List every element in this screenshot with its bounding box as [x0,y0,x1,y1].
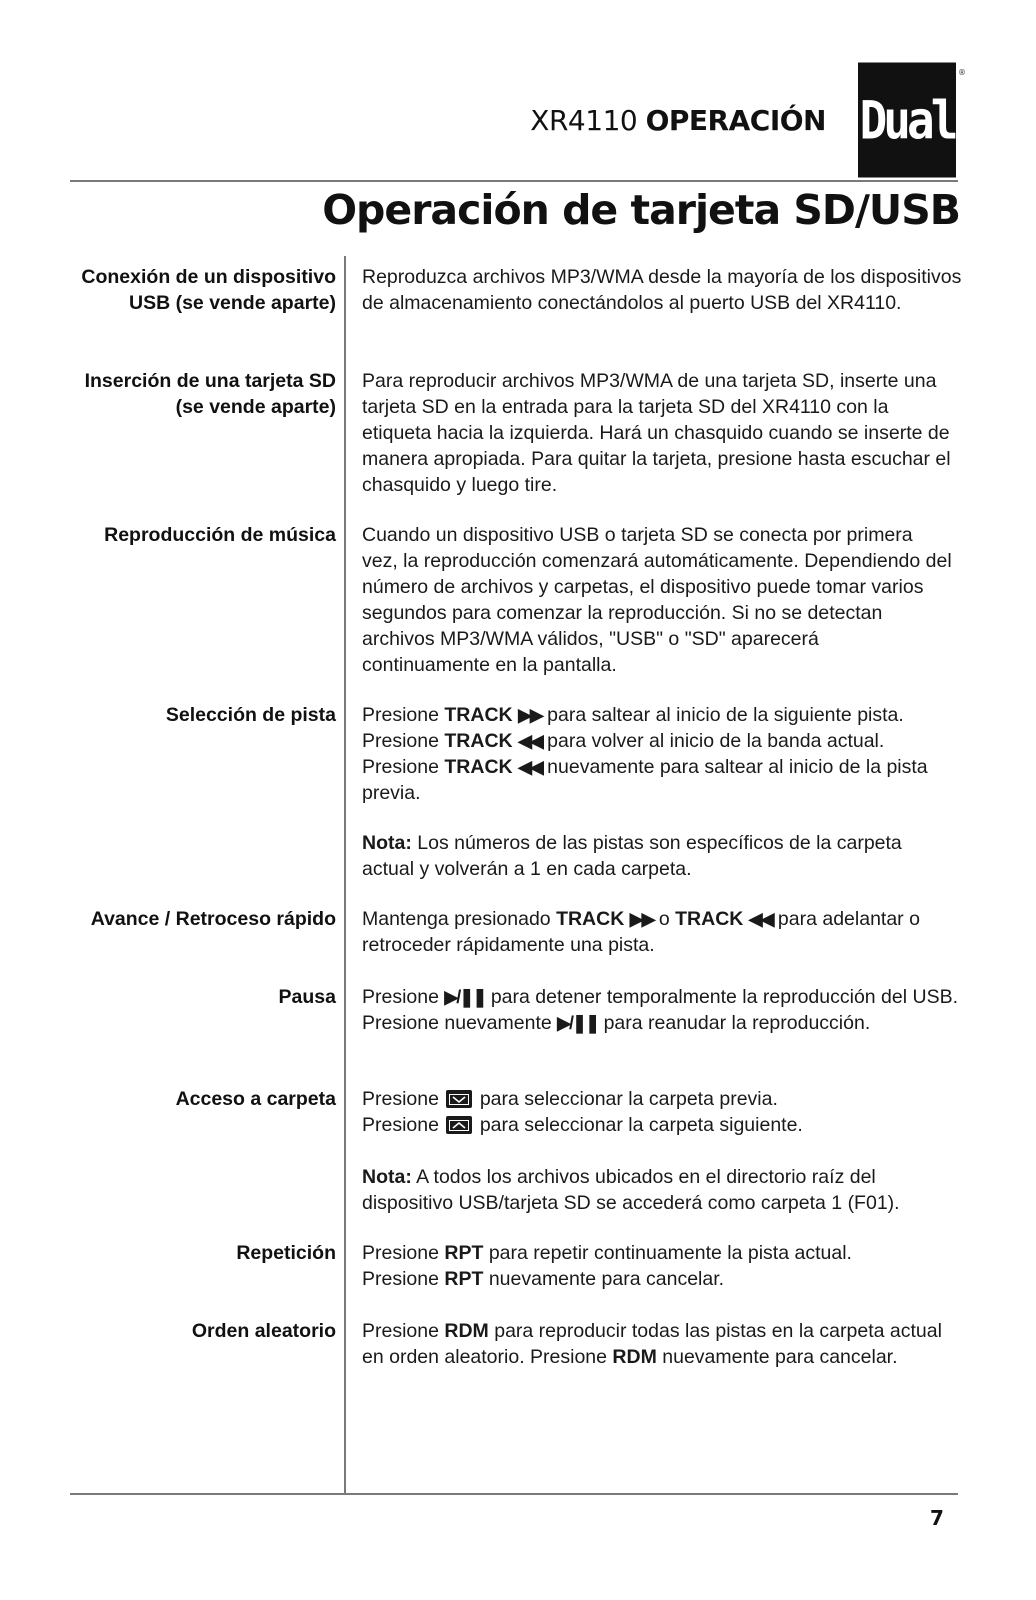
registered-mark: ® [958,68,966,77]
text-ffrew: Mantenga presionado TRACK ▶▶ o TRACK ◀◀ para adelantar o retroceder rápidamente una pista. [362,908,920,956]
label-pause: Pausa [278,986,336,1008]
label-usb: Conexión de un dispositivo USB (se vende aparte) [81,266,336,314]
text-music: Cuando un dispositivo USB o tarjeta SD se conecta por primera vez, la reproducción comenzará automáticamente. Dependiendo del número de archivos y carpetas, el dispositivo puede tomar varios segundos para comenzar la reproducción. Si no se detectan archivos MP3/WMA válidos, "USB" o "SD" aparecerá continuamente en la pantalla. [362,524,952,676]
play-pause-icon: ▶/❚❚ [444,987,486,1007]
text-repeat: Presione RPT para repetir continuamente la pista actual. Presione RPT nuevamente para cancelar. [362,1242,852,1290]
prev-track-icon: ◀◀ [748,909,773,929]
label-music: Reproducción de música [104,524,336,546]
label-repeat: Repetición [236,1242,336,1264]
bottom-divider [70,1493,958,1495]
note-track: Nota: Los números de las pistas son específicos de la carpeta actual y volverán a 1 en cada carpeta. [362,832,902,880]
top-divider [70,180,958,182]
dual-logo: Dual [858,63,956,178]
text-track: Presione TRACK ▶▶ para saltear al inicio de la siguiente pista. Presione TRACK ◀◀ para volver al inicio de la banda actual. Presione TRACK ◀◀ nuevamente para saltear al inicio de la pista previa. [362,704,928,804]
label-folder: Acceso a carpeta [175,1088,336,1110]
label-track: Selección de pista [165,704,336,726]
text-folder: Presione para seleccionar la carpeta previa. Presione para seleccionar la carpeta siguiente. [362,1088,803,1136]
label-sd: Inserción de una tarjeta SD (se vende aparte) [84,370,336,418]
text-random: Presione RDM para reproducir todas las pistas en la carpeta actual en orden aleatorio. Presione RDM nuevamente para cancelar. [362,1320,942,1368]
column-divider [344,256,346,1494]
label-ffrew: Avance / Retroceso rápido [90,908,336,930]
folder-up-icon [446,1116,472,1134]
folder-down-icon [446,1090,472,1108]
text-pause: Presione ▶/❚❚ para detener temporalmente la reproducción del USB. Presione nuevamente ▶/❚❚ para reanudar la reproducción. [362,986,959,1034]
prev-track-icon: ◀◀ [518,731,542,751]
prev-track-icon: ◀◀ [518,757,542,777]
page-number: 7 [930,1506,944,1530]
page-title: Operación de tarjeta SD/USB [322,186,960,234]
play-pause-icon: ▶/❚❚ [557,1013,599,1033]
model-name: XR4110 [530,104,638,137]
text-usb: Reproduzca archivos MP3/WMA desde la mayoría de los dispositivos de almacenamiento conectándolos al puerto USB del XR4110. [362,266,962,314]
header-title [530,104,826,137]
next-track-icon: ▶▶ [629,909,654,929]
header-operation: OPERACIÓN [645,104,826,137]
note-folder: Nota: A todos los archivos ubicados en el directorio raíz del dispositivo USB/tarjeta SD se accederá como carpeta 1 (F01). [362,1166,900,1214]
text-sd: Para reproducir archivos MP3/WMA de una tarjeta SD, inserte una tarjeta SD en la entrada para la tarjeta SD del XR4110 con la etiqueta hacia la izquierda. Hará un chasquido cuando se inserte de manera apropiada. Para quitar la tarjeta, presione hasta escuchar el chasquido y luego tire. [362,370,951,496]
label-random: Orden aleatorio [191,1320,336,1342]
next-track-icon: ▶▶ [518,705,542,725]
